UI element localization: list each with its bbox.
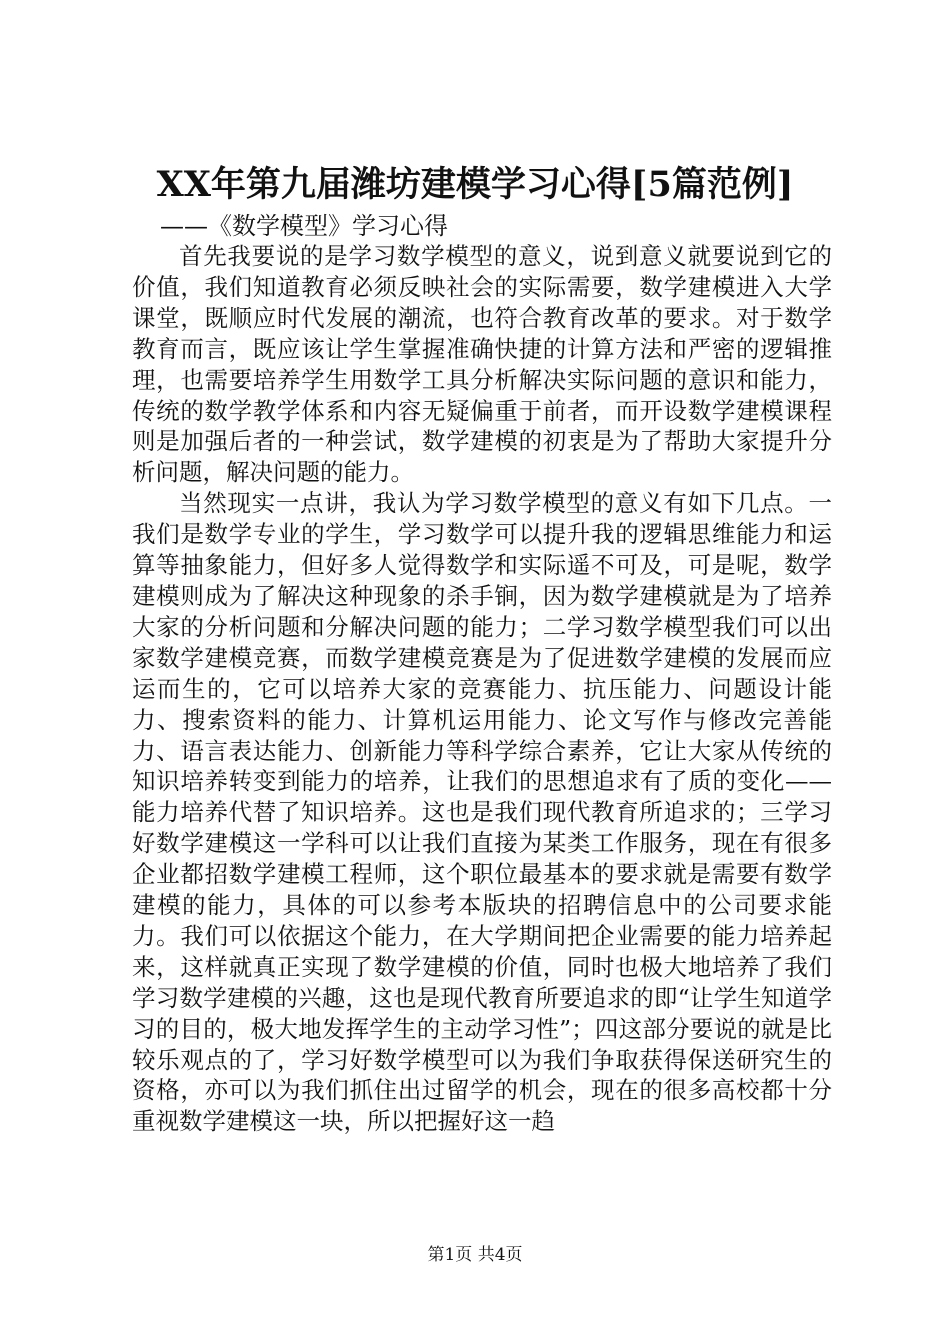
document-body: [132, 241, 832, 1137]
page-footer: 第1页 共4页: [427, 1245, 523, 1265]
document-subtitle: ——《数学模型》学习心得: [160, 212, 448, 240]
document-title: XX年第九届潍坊建模学习心得[5篇范例]: [156, 164, 794, 205]
paragraph-1: 首先我要说的是学习数学模型的意义，说到意义就要说到它的价值，我们知道教育必须反映社会的实际需要，数学建模进入大学课堂，既顺应时代发展的潮流，也符合教育改革的要求。对于数学教育而言，既应该让学生掌握准确快捷的计算方法和严密的逻辑推理，也需要培养学生用数学工具分析解决实际问题的意识和能力，传统的数学教学体系和内容无疑偏重于前者，而开设数学建模课程则是加强后者的一种尝试，数学建模的初衷是为了帮助大家提升分析问题，解决问题的能力。: [132, 242, 832, 487]
paragraph-2: 当然现实一点讲，我认为学习数学模型的意义有如下几点。一我们是数学专业的学生，学习数学可以提升我的逻辑思维能力和运算等抽象能力，但好多人觉得数学和实际遥不可及，可是呢，数学建模则成为了解决这种现象的杀手锏，因为数学建模就是为了培养大家的分析问题和分解决问题的能力；二学习数学模型我们可以出家数学建模竞赛，而数学建模竞赛是为了促进数学建模的发展而应运而生的，它可以培养大家的竞赛能力、抗压能力、问题设计能力、搜索资料的能力、计算机运用能力、论文写作与修改完善能力、语言表达能力、创新能力等科学综合素养，它让大家从传统的知识培养转变到能力的培养，让我们的思想追求有了质的变化——能力培养代替了知识培养。这也是我们现代教育所追求的；三学习好数学建模这一学科可以让我们直接为某类工作服务，现在有很多企业都招数学建模工程师，这个职位最基本的要求就是需要有数学建模的能力，具体的可以参考本版块的招聘信息中的公司要求能力。我们可以依据这个能力，在大学期间把企业需要的能力培养起来，这样就真正实现了数学建模的价值，同时也极大地培养了我们学习数学建模的兴趣，这也是现代教育所要追求的即“让学生知道学习的目的，极大地发挥学生的主动学习性”；四这部分要说的就是比较乐观点的了，学习好数学模型可以为我们争取获得保送研究生的资格，亦可以为我们抓住出过留学的机会，现在的很多高校都十分重视数学建模这一块，所以把握好这一趋: [132, 489, 832, 1136]
